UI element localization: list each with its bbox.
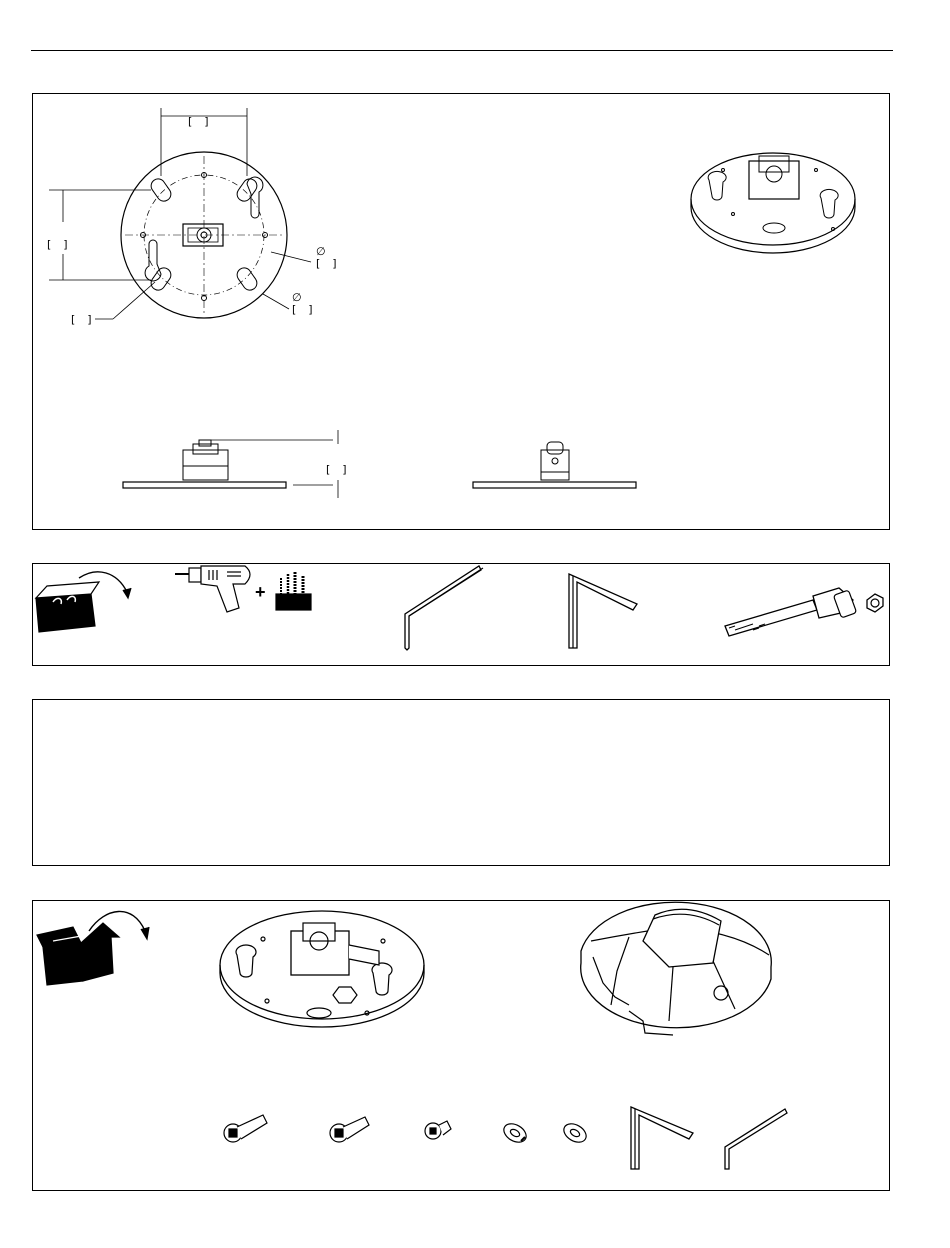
split-lock-washer-icon	[501, 1120, 530, 1146]
dim-label-hole-diameter: ∅ [ ]	[316, 246, 337, 270]
dim-label-adapter-height: [ ]	[326, 463, 347, 476]
notes-text	[33, 700, 889, 720]
hex-key-large-icon	[569, 574, 637, 648]
hex-key-small-icon	[405, 566, 483, 650]
dim-label-plate-diameter: ∅ [ ]	[292, 292, 313, 316]
notes-panel	[32, 699, 890, 866]
diameter-symbol: ∅	[292, 292, 302, 304]
top-rule	[31, 50, 893, 51]
small-hex-key-icon	[725, 1109, 787, 1169]
plate-isometric-view	[691, 153, 855, 253]
dim-label-vertical-spacing: [ ]	[47, 238, 68, 251]
medium-screw-icon	[330, 1117, 369, 1142]
hex-nut-icon	[867, 594, 883, 612]
mounting-plate-icon	[220, 911, 424, 1027]
dim-label-horizontal-spacing: [ ]	[188, 115, 209, 128]
large-hex-key-icon	[631, 1107, 693, 1169]
dimension-drawing	[33, 94, 891, 531]
socket-wrench-icon	[725, 588, 857, 636]
cover-icon	[581, 902, 772, 1035]
plus-sign: +	[255, 582, 266, 602]
tools-required-panel	[32, 563, 890, 666]
drill-bits-icon	[276, 572, 311, 610]
dimensions-panel	[32, 93, 890, 530]
plate-top-view	[121, 152, 287, 318]
side-view-side	[473, 442, 636, 488]
diameter-symbol: ∅	[316, 246, 326, 258]
dim-label-slot-width: [ ]	[71, 313, 92, 326]
open-box-icon	[37, 911, 149, 985]
long-screw-icon	[224, 1115, 267, 1142]
side-view-front	[123, 430, 338, 498]
drill-icon	[175, 566, 250, 612]
flat-washer-icon	[561, 1120, 590, 1146]
toolbox-icon	[36, 572, 131, 632]
parts-list-panel	[32, 900, 890, 1191]
dimension-lines	[49, 108, 311, 319]
short-screw-icon	[425, 1121, 451, 1139]
